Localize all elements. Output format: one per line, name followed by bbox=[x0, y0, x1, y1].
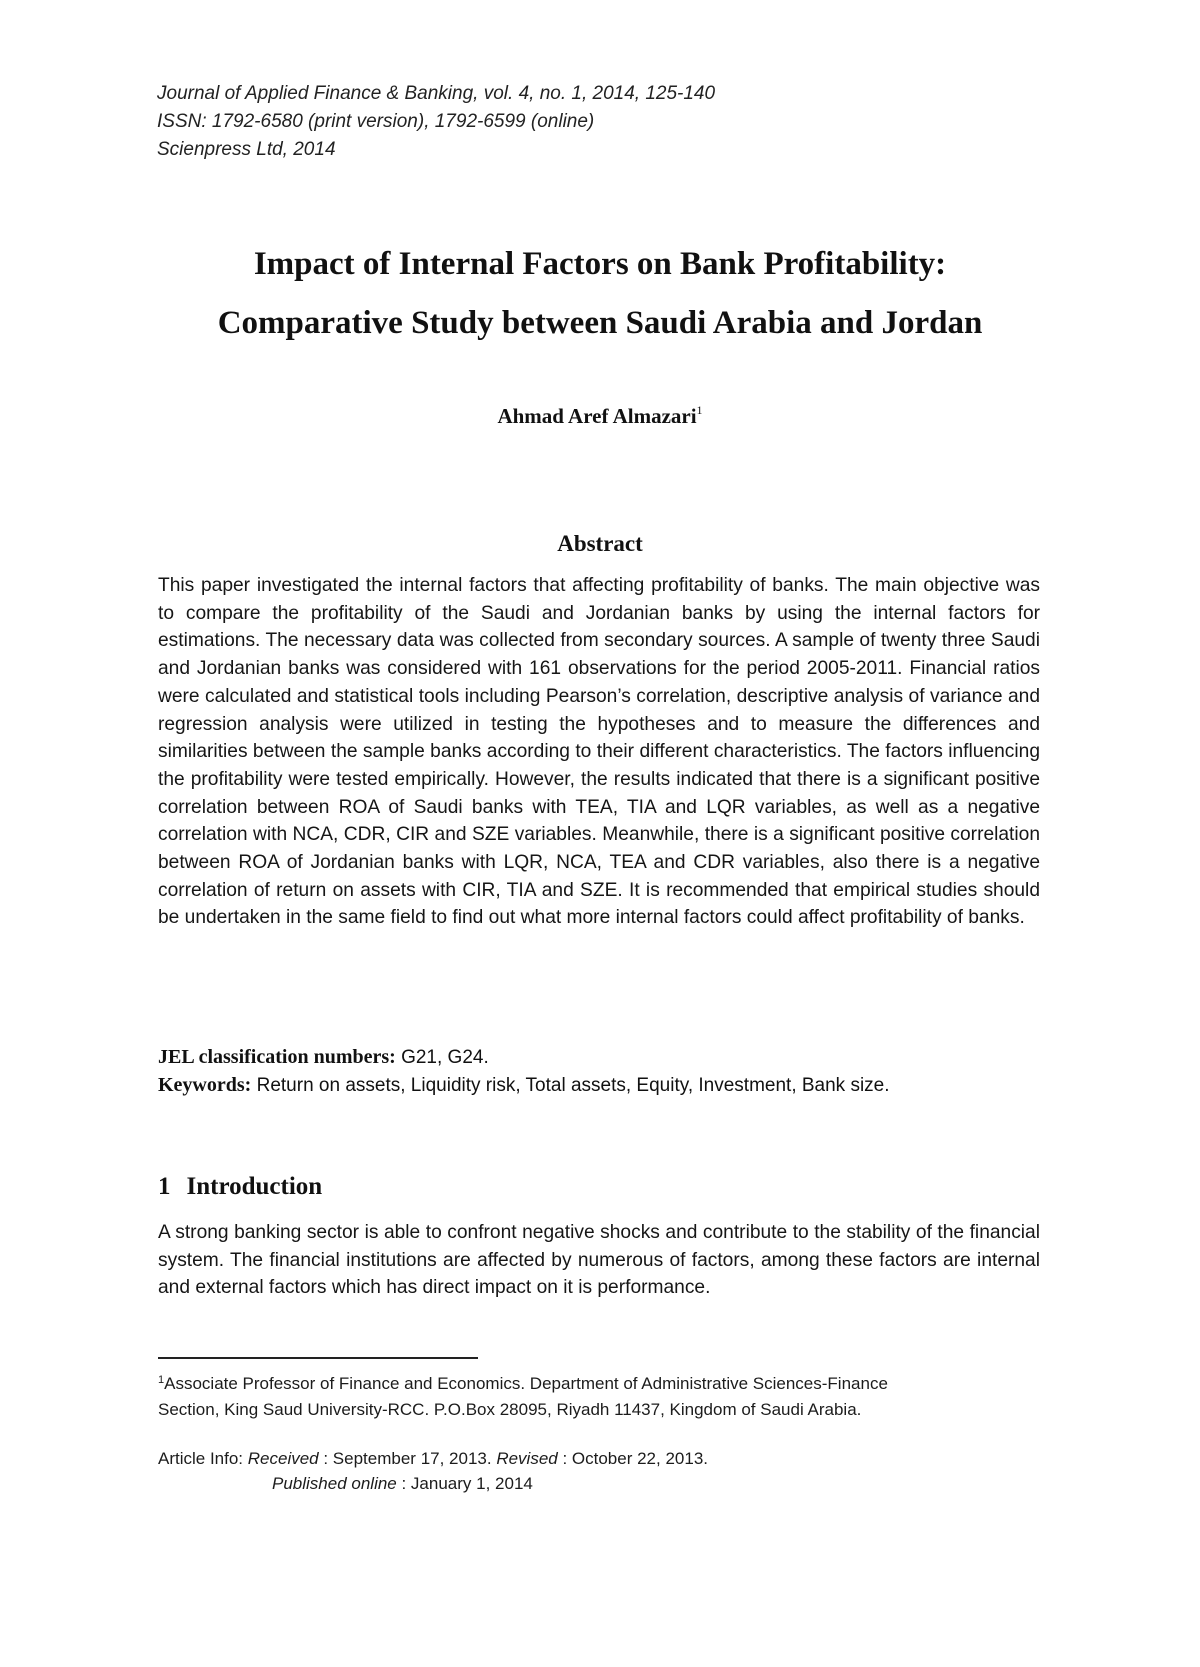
article-info bbox=[158, 1446, 1048, 1496]
footnote-affiliation-1: Associate Professor of Finance and Economics. Department of Administrative Sciences-Finance bbox=[164, 1374, 888, 1393]
received-date: : September 17, 2013. bbox=[318, 1449, 497, 1468]
footnote-line-1 bbox=[158, 1371, 1048, 1397]
footnote-affiliation-2: Section, King Saud University-RCC. P.O.Box 28095, Riyadh 11437, Kingdom of Saudi Arabia. bbox=[158, 1400, 862, 1419]
jel-value: G21, G24. bbox=[395, 1047, 489, 1068]
received-label: Received bbox=[247, 1449, 319, 1468]
section-heading-introduction bbox=[158, 1172, 322, 1202]
journal-publisher: Scienpress Ltd, 2014 bbox=[157, 139, 336, 160]
abstract-text: This paper investigated the internal factors that affecting profitability of banks. The main objective was to compare the profitability of the Saudi and Jordanian banks by using the internal factors for estimations. The necessary data was collected from secondary sources. A sample of twenty three Saudi and Jordanian banks was considered with 161 observations for the period 2005-2011. Financial ratios were calculated and statistical tools including Pearson’s correlation, descriptive analysis of variance and regression analysis were utilized in testing the hypotheses and to measure the differences and similarities between the sample banks according to their different characteristics. The factors influencing the profitability were tested empirically. However, the results indicated that there is a significant positive correlation between ROA of Saudi banks with TEA, TIA and LQR variables, as well as a negative correlation with NCA, CDR, CIR and SZE variables. Meanwhile, there is a significant positive correlation between ROA of Jordanian banks with LQR, NCA, TEA and CDR variables, also there is a negative correlation of return on assets with CIR, TIA and SZE. It is recommended that empirical studies should be undertaken in the same field to find out what more internal factors could affect profitability of banks. bbox=[158, 575, 1040, 929]
published-label: Published online bbox=[272, 1474, 397, 1493]
footnote-divider bbox=[158, 1357, 478, 1359]
author-name: Ahmad Aref Almazari bbox=[497, 404, 697, 428]
article-info-prefix: Article Info: bbox=[158, 1449, 248, 1468]
journal-issn: ISSN: 1792-6580 (print version), 1792-6599 (online) bbox=[157, 111, 595, 132]
paper-title-line-2: Comparative Study between Saudi Arabia and Jordan bbox=[217, 305, 983, 341]
author-footnote-mark: 1 bbox=[696, 403, 703, 417]
abstract-heading: Abstract bbox=[557, 531, 643, 556]
section-number: 1 bbox=[158, 1173, 171, 1200]
jel-label: JEL classification numbers: bbox=[158, 1046, 396, 1068]
footnote bbox=[158, 1371, 1048, 1423]
journal-header bbox=[157, 80, 715, 164]
section-title: Introduction bbox=[186, 1173, 323, 1200]
keywords-label: Keywords: bbox=[158, 1074, 252, 1096]
article-info-line-1 bbox=[158, 1446, 1048, 1471]
paper-title-line-1: Impact of Internal Factors on Bank Profitability: bbox=[253, 246, 947, 282]
journal-citation: Journal of Applied Finance & Banking, vol. 4, no. 1, 2014, 125-140 bbox=[157, 83, 716, 104]
revised-date: : October 22, 2013. bbox=[557, 1449, 708, 1468]
author bbox=[0, 403, 1200, 429]
footnote-mark: 1 bbox=[158, 1374, 165, 1386]
article-info-line-2 bbox=[158, 1471, 1048, 1496]
keywords-value: Return on assets, Liquidity risk, Total assets, Equity, Investment, Bank size. bbox=[251, 1075, 890, 1096]
keywords bbox=[158, 1072, 1058, 1099]
revised-label: Revised bbox=[496, 1449, 558, 1468]
introduction-text: A strong banking sector is able to confront negative shocks and contribute to the stability of the financial system. The financial institutions are affected by numerous of factors, among these factors are internal and external factors which has direct impact on it is performance. bbox=[158, 1222, 1040, 1299]
jel-classification bbox=[158, 1044, 1040, 1071]
published-date: : January 1, 2014 bbox=[396, 1474, 533, 1493]
